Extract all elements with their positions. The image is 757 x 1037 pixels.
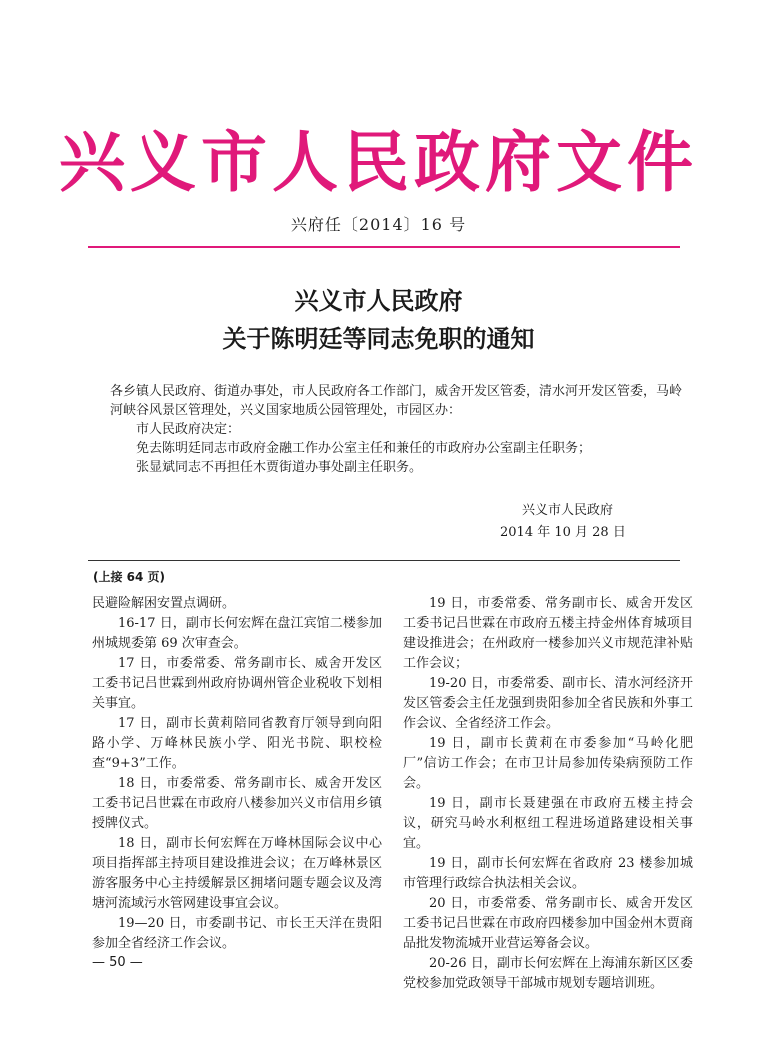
chronicle-right-column (403, 594, 693, 994)
signature-date: 2014 年 10 月 28 日 (500, 525, 626, 540)
chronicle-paragraph: 19 日，副市长何宏辉在省政府 23 楼参加城市管理行政综合执法相关会议。 (403, 856, 693, 891)
chronicle-paragraph: 17 日，副市长黄莉陪同省教育厅领导到向阳路小学、万峰林民族小学、阳光书院、职校检查“9+3”工作。 (92, 716, 382, 771)
chronicle-paragraph: 19—20 日，市委副书记、市长王天洋在贵阳参加全省经济工作会议。 (92, 916, 382, 951)
signer: 兴义市人民政府 (522, 503, 614, 518)
chronicle-paragraph: 17 日，市委常委、常务副市长、威舍开发区工委书记吕世霖到州政府协调州管企业税收下划相关事宜。 (92, 656, 382, 711)
notice-item: 张显斌同志不再担任木贾街道办事处副主任职务。 (136, 460, 423, 475)
chronicle-left-column (92, 594, 382, 954)
chronicle-paragraph: 16-17 日，副市长何宏辉在盘江宾馆二楼参加州城规委第 69 次审查会。 (92, 616, 382, 651)
page-number: — 50 — (92, 955, 143, 970)
notice-title-line2: 关于陈明廷等同志免职的通知 (222, 324, 535, 353)
section-divider (88, 560, 680, 561)
red-divider (88, 246, 680, 248)
notice-title-line1: 兴义市人民政府 (294, 286, 463, 315)
notice-title (0, 282, 757, 358)
notice-decision-intro: 市人民政府决定： (136, 422, 241, 437)
signature-block (500, 500, 626, 544)
document-number: 兴府任〔2014〕16 号 (290, 215, 467, 234)
notice-body (110, 382, 690, 477)
notice-addressees: 各乡镇人民政府、街道办事处，市人民政府各工作部门，威舍开发区管委，清水河开发区管委，马岭河峡谷风景区管理处，兴义国家地质公园管理处，市园区办： (110, 384, 683, 418)
chronicle-paragraph: 19 日，副市长聂建强在市政府五楼主持会议，研究马岭水利枢纽工程进场道路建设相关事宜。 (403, 796, 693, 851)
chronicle-paragraph: 18 日，副市长何宏辉在万峰林国际会议中心项目指挥部主持项目建设推进会议；在万峰林景区游客服务中心主持缓解景区拥堵问题专题会议及湾塘河流域污水管网建设事宜会议。 (92, 836, 382, 911)
chronicle-paragraph: 19 日，副市长黄莉在市委参加“马岭化肥厂”信访工作会；在市卫计局参加传染病预防工作会。 (403, 736, 693, 791)
chronicle-paragraph: 20-26 日，副市长何宏辉在上海浦东新区区委党校参加党政领导干部城市规划专题培训班。 (403, 956, 693, 991)
chronicle-paragraph: 19-20 日，市委常委、副市长、清水河经济开发区管委会主任龙强到贵阳参加全省民族和外事工作会议、全省经济工作会。 (403, 676, 693, 731)
chronicle-paragraph: 民避险解困安置点调研。 (92, 596, 236, 611)
chronicle-paragraph: 19 日，市委常委、常务副市长、威舍开发区工委书记吕世霖在市政府五楼主持金州体育城项目建设推进会；在州政府一楼参加兴义市规范津补贴工作会议； (403, 596, 693, 671)
chronicle-paragraph: 20 日，市委常委、常务副市长、威舍开发区工委书记吕世霖在市政府四楼参加中国金州木贾商品批发物流城开业营运筹备会议。 (403, 896, 693, 951)
chronicle-paragraph: 18 日，市委常委、常务副市长、威舍开发区工委书记吕世霖在市政府八楼参加兴义市信用乡镇授牌仪式。 (92, 776, 382, 831)
header-title: 兴义市人民政府文件 (59, 123, 698, 201)
notice-item: 免去陈明廷同志市政府金融工作办公室主任和兼任的市政府办公室副主任职务； (136, 441, 592, 456)
continued-label: (上接 64 页) (93, 570, 166, 584)
